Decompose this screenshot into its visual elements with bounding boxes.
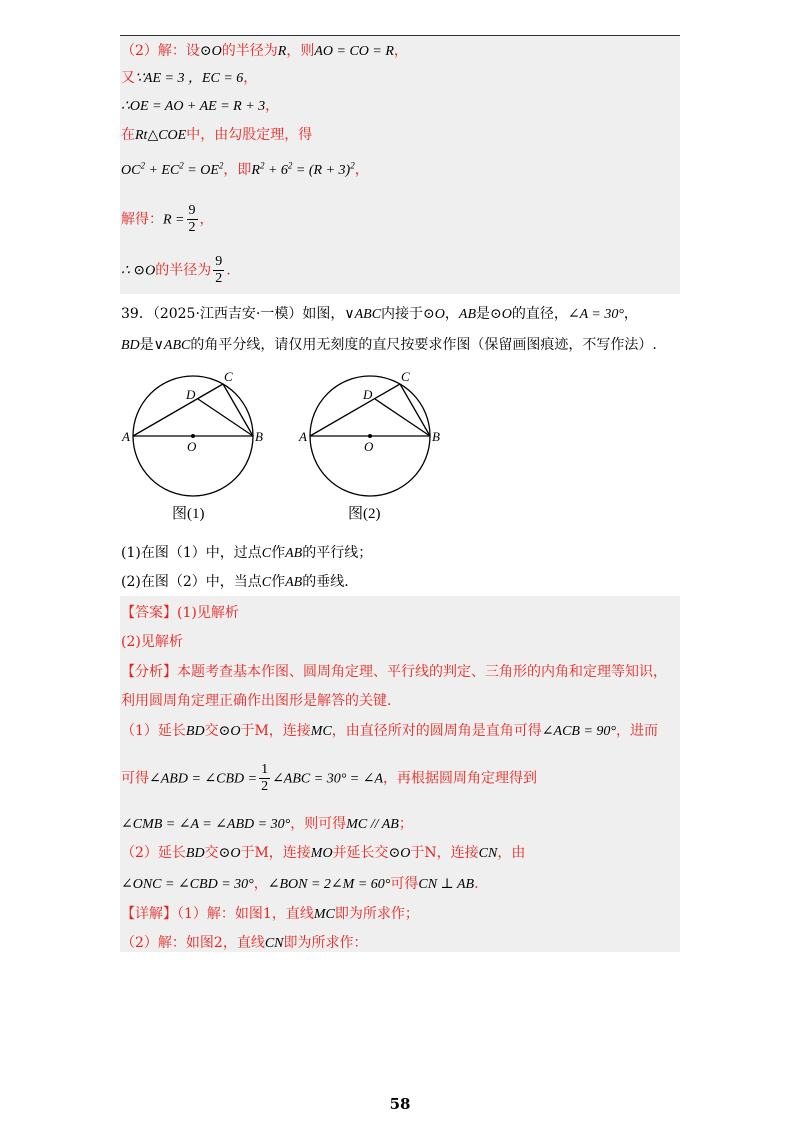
math: MC // AB: [346, 817, 399, 832]
text: ，: [265, 98, 280, 114]
denominator: 2: [188, 220, 196, 235]
math: ∵AE = 3 ，EC = 6: [135, 71, 244, 86]
text: 于: [240, 845, 255, 861]
label-o: O: [187, 439, 197, 454]
sol-line-5: [121, 159, 369, 179]
math: ∠ABD = ∠CBD =: [149, 771, 258, 787]
math: MC: [313, 907, 335, 922]
detail-2: [121, 932, 368, 952]
text: ，: [354, 162, 369, 178]
text: 作: [271, 545, 286, 561]
text: 在: [121, 127, 135, 143]
denominator: 2: [215, 271, 223, 286]
text: ，: [393, 43, 408, 59]
sol-line-7: [121, 254, 231, 287]
label-b: B: [432, 429, 440, 444]
text: 于: [410, 845, 425, 861]
math: ∠ONC = ∠CBD = 30°: [121, 877, 254, 892]
figure-2: [297, 366, 457, 506]
math: ∨ABC: [344, 307, 382, 322]
text: ；: [398, 816, 413, 832]
math: C: [261, 575, 272, 590]
text: ，由直径所对的圆周角是直角可得: [331, 723, 542, 739]
math: AB: [285, 575, 303, 590]
fraction: [187, 203, 198, 236]
text: 的角平分线，请仅用无刻度的直尺按要求作图（保留画图痕迹，不写作法）.: [190, 337, 657, 353]
numerator: 9: [188, 203, 196, 218]
text: ，则可得: [290, 816, 347, 832]
label-d: D: [186, 387, 196, 402]
center-dot: [368, 434, 372, 438]
text: （2）解：设: [121, 43, 200, 59]
math: ⊙O: [423, 307, 445, 322]
answer-2: (2)见解析: [121, 634, 183, 650]
label-d: D: [363, 387, 373, 402]
text: 即为所求作：: [283, 935, 368, 951]
analysis-3: [121, 720, 658, 740]
top-rule: [120, 35, 680, 36]
text: (2)在图（2）中，当点: [121, 574, 262, 590]
answer-1: 【答案】(1)见解析: [121, 605, 239, 621]
math: BD: [121, 338, 140, 353]
math: BD: [185, 846, 205, 861]
text: ，再根据圆周角定理得到: [383, 770, 538, 787]
math: ∴ ⊙O: [121, 263, 156, 279]
text: 又: [121, 70, 135, 86]
question-1: [121, 542, 372, 562]
question-2: [121, 571, 349, 591]
analysis-7: [121, 873, 479, 893]
text: 是: [139, 337, 154, 353]
text: 中，由勾股定理，得: [186, 127, 313, 143]
text: 【详解】（1）解：如图1，直线: [121, 906, 314, 922]
label-c: C: [401, 369, 410, 384]
problem-39-line-1: [121, 303, 638, 323]
math: C: [261, 546, 272, 561]
chord-cb: [400, 384, 430, 436]
math: ⊙O: [218, 846, 241, 861]
chord-cb: [223, 384, 253, 436]
text: ，: [444, 306, 459, 322]
label-o: O: [364, 439, 374, 454]
text: 的平行线；: [302, 545, 373, 561]
problem-39-line-2: [121, 334, 657, 354]
math: ∠ACB = 90°: [541, 724, 616, 739]
text: （1）延长: [121, 723, 186, 739]
text: （2）延长: [121, 845, 186, 861]
analysis-6: [121, 842, 525, 862]
text: ，: [243, 70, 258, 86]
sol-line-6: [121, 203, 214, 236]
text: N: [424, 845, 437, 861]
text: M: [254, 845, 269, 861]
text: (1)在图（1）中，过点: [121, 545, 262, 561]
text: .: [226, 262, 231, 279]
text: ，连接: [268, 845, 311, 861]
text: ，连接: [436, 845, 479, 861]
math: CN: [478, 846, 498, 861]
label-c: C: [224, 369, 233, 384]
text: 的垂线.: [302, 574, 349, 590]
math: ⊙O: [199, 44, 222, 59]
math: ∠A = 30°: [567, 307, 624, 322]
text: 内接于: [381, 306, 424, 322]
text: 交: [204, 845, 219, 861]
math: ∠BON = 2∠M = 60°: [267, 877, 391, 892]
text: 即为所求作；: [334, 906, 419, 922]
text: .: [474, 876, 479, 892]
analysis-1: 【分析】本题考查基本作图、圆周角定理、平行线的判定、三角形的内角和定理等知识，: [121, 664, 667, 680]
label-b: B: [255, 429, 263, 444]
math: ∠ABC = 30° = ∠A: [272, 771, 384, 787]
text: 解得：: [121, 211, 163, 228]
math: ∴OE = AO + AE = R + 3: [121, 99, 266, 114]
text: ，进而: [616, 723, 658, 739]
text: 可得: [121, 770, 149, 787]
text: M: [254, 723, 269, 739]
text: 并延长交: [332, 845, 389, 861]
center-dot: [191, 434, 195, 438]
math: ∨ABC: [153, 338, 191, 353]
text: ，: [253, 876, 268, 892]
text: 可得: [390, 876, 419, 892]
label-a: A: [122, 429, 130, 444]
analysis-4: [121, 762, 537, 795]
detail-1: [121, 903, 419, 923]
chord-ac: [133, 384, 223, 436]
denominator: 2: [261, 779, 269, 794]
text: 的半径为: [221, 43, 278, 59]
math: ⊙O: [218, 724, 241, 739]
math: $R^2 + 6^2 = (R + 3)^2$: [251, 160, 355, 178]
text: ，: [199, 211, 214, 228]
sol-line-1: [121, 40, 408, 60]
figure-1: [120, 366, 280, 506]
text: ，: [623, 306, 638, 322]
math: R =: [163, 212, 185, 228]
math: AO = CO = R: [314, 44, 394, 59]
text: 于: [240, 723, 255, 739]
math: AB: [458, 307, 476, 322]
math: R: [277, 44, 287, 59]
page-number: 58: [389, 1095, 411, 1113]
text: 交: [204, 723, 219, 739]
text: ，则: [286, 43, 315, 59]
text: 39．（2025·江西吉安·一模）如图，: [121, 306, 345, 322]
analysis-5: [121, 813, 413, 833]
math: BD: [185, 724, 205, 739]
figure-1-caption: 图(1): [172, 506, 205, 522]
text: 的直径，: [511, 306, 568, 322]
math: $OC^2 + EC^2 = OE^2$: [121, 160, 224, 178]
label-a: A: [299, 429, 307, 444]
sol-line-2: [121, 67, 257, 87]
math: ⊙O: [490, 307, 512, 322]
text: 作: [271, 574, 286, 590]
math: CN: [264, 936, 284, 951]
math: Rt△COE: [135, 128, 187, 143]
sol-line-3: [121, 95, 279, 115]
text: ，连接: [268, 723, 311, 739]
math: ⊙O: [388, 846, 411, 861]
math: CN ⊥ AB: [418, 877, 475, 892]
fraction: [259, 762, 270, 795]
math: AB: [285, 546, 303, 561]
text: ，由: [497, 845, 526, 861]
numerator: 9: [215, 254, 223, 269]
numerator: 1: [261, 762, 269, 777]
text: 的半径为: [155, 262, 212, 279]
text: ，即: [223, 162, 252, 178]
figure-2-caption: 图(2): [348, 506, 381, 522]
analysis-2: 利用圆周角定理正确作出图形是解答的关键.: [121, 693, 392, 709]
chord-ac: [310, 384, 400, 436]
math: ∠CMB = ∠A = ∠ABD = 30°: [121, 817, 291, 832]
text: （2）解：如图2，直线: [121, 935, 265, 951]
fraction: [213, 254, 224, 287]
text: 是: [476, 306, 490, 322]
math: MC: [310, 724, 332, 739]
sol-line-4: [121, 124, 312, 144]
math: MO: [310, 846, 333, 861]
